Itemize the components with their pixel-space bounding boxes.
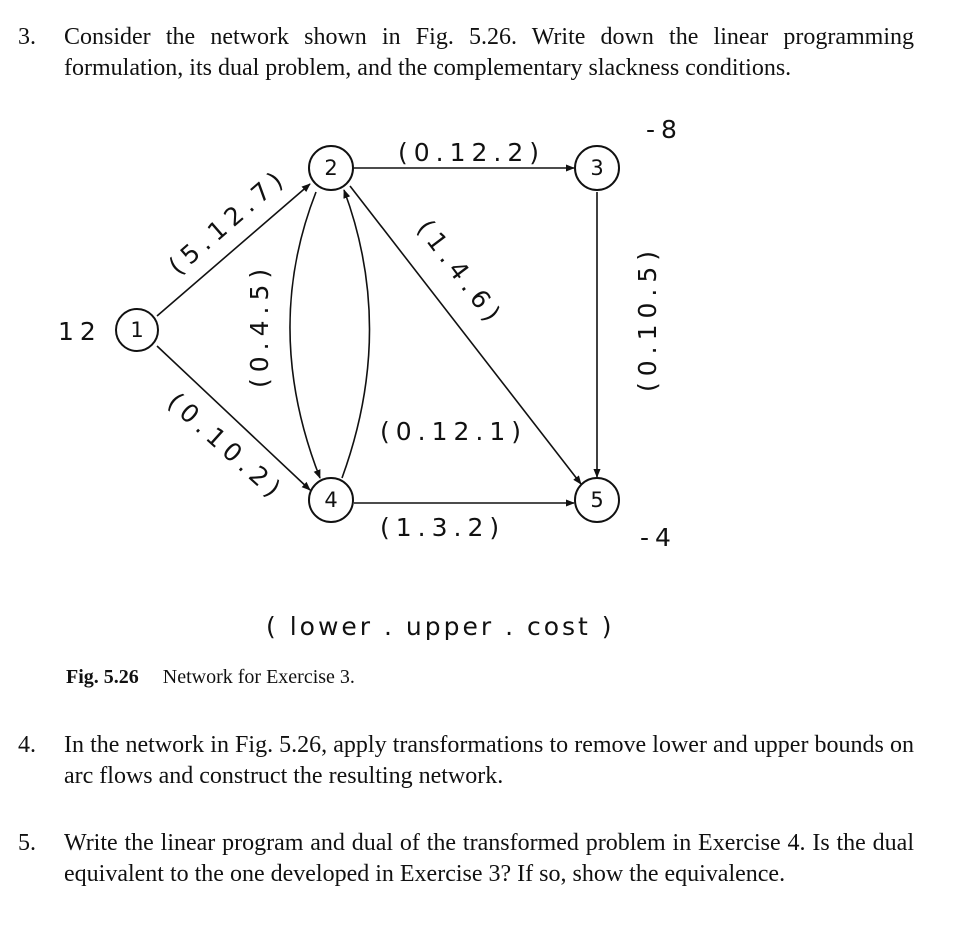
svg-text:2: 2 [324, 156, 338, 180]
figure-legend: ( lower . upper . cost ) [266, 612, 615, 641]
exercise-number: 5. [18, 830, 36, 856]
exercise-number: 4. [18, 732, 36, 758]
exercise-text: Consider the network shown in Fig. 5.26. Write down the linear programming formulation, its dual problem, and the complementary slackness conditions. [64, 24, 914, 81]
svg-text:3: 3 [590, 156, 604, 180]
caption-text: Network for Exercise 3. [162, 666, 355, 688]
node-4 [309, 478, 353, 522]
supply-node-1: 12 [58, 317, 102, 346]
exercise-text: Write the linear program and dual of the transformed problem in Exercise 4. Is the dual equivalent to the one developed in Exercise 3? If so, show the equivalence. [64, 830, 914, 887]
caption-label: Fig. 5.26 [66, 666, 139, 688]
arc-label-3-5: (0.10.5) [633, 244, 662, 392]
arc-label-2-3: (0.12.2) [398, 138, 546, 167]
arc-label-2-4: (0.4.5) [245, 262, 274, 388]
node-5 [575, 478, 619, 522]
svg-text:4: 4 [324, 488, 338, 512]
node-2 [309, 146, 353, 190]
exercise-text: In the network in Fig. 5.26, apply transformations to remove lower and upper bounds on arc flows and construct the resulting network. [64, 732, 914, 789]
arc-label-2-5: (1.4.6) [411, 214, 510, 332]
arc-label-1-4: (0.10.2) [161, 386, 291, 507]
arc-label-4-2: (0.12.1) [380, 417, 528, 446]
figure-caption [66, 666, 355, 689]
node-1 [116, 309, 158, 351]
svg-text:5: 5 [590, 488, 604, 512]
arc-label-1-2: (5.12.7) [162, 162, 293, 281]
supply-node-3: -8 [646, 115, 683, 144]
arc-label-4-5: (1.3.2) [380, 513, 506, 542]
arc-2-4 [290, 192, 320, 478]
arc-4-2 [342, 190, 370, 478]
svg-text:1: 1 [130, 318, 144, 342]
exercise-number: 3. [18, 24, 36, 50]
node-3 [575, 146, 619, 190]
supply-node-5: -4 [640, 523, 677, 552]
